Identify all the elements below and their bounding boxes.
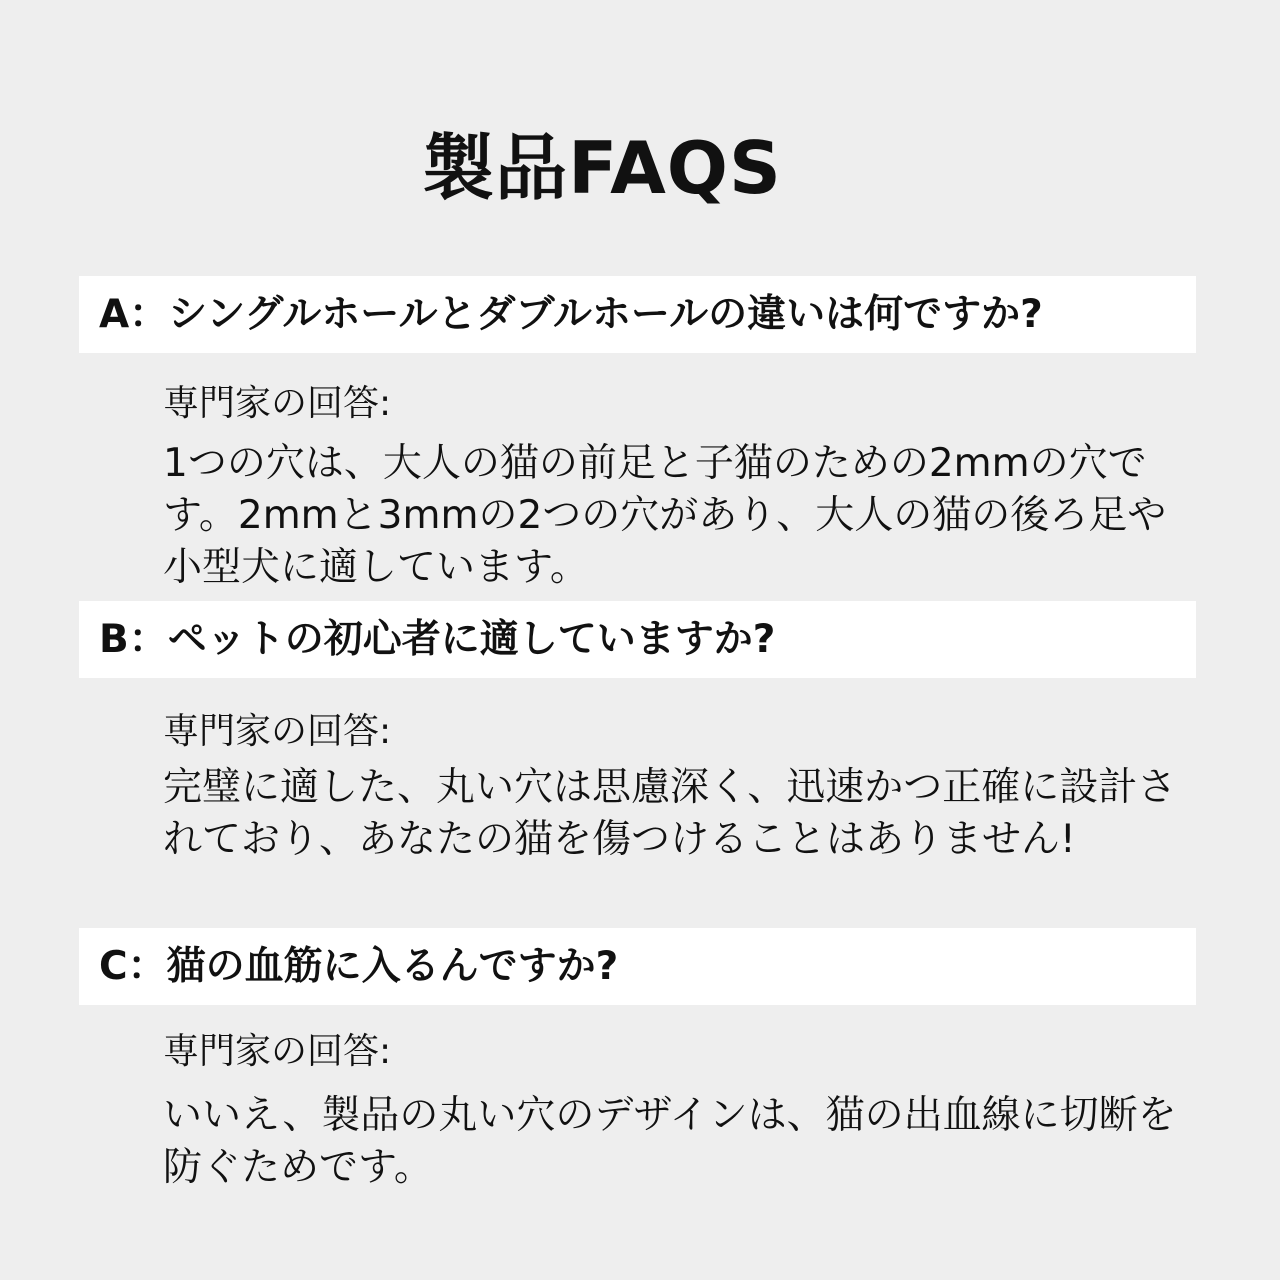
answer-text: 1つの穴は、大人の猫の前足と子猫のための2mmの穴です。2mmと3mmの2つの穴があり、大人の猫の後ろ足や小型犬に適しています。 xyxy=(163,441,1167,590)
answer-text: 完璧に適した、丸い穴は思慮深く、迅速かつ正確に設計されており、あなたの猫を傷つけることはありません! xyxy=(163,765,1177,862)
question-text: A：シングルホールとダブルホールの違いは何ですか? xyxy=(99,291,1043,337)
faq-question-a xyxy=(79,276,1196,353)
answer-label: 専門家の回答: xyxy=(163,383,392,424)
page-title: 製品FAQS xyxy=(422,126,782,210)
faq-question-b xyxy=(79,601,1196,678)
answer-label: 専門家の回答: xyxy=(163,1031,392,1072)
question-text: C：猫の血筋に入るんですか? xyxy=(99,943,619,989)
answer-text: いいえ、製品の丸い穴のデザインは、猫の出血線に切断を防ぐためです。 xyxy=(163,1093,1177,1190)
question-text: B：ペットの初心者に適していますか? xyxy=(99,616,776,662)
faq-question-c xyxy=(79,928,1196,1005)
answer-label: 専門家の回答: xyxy=(163,711,392,752)
